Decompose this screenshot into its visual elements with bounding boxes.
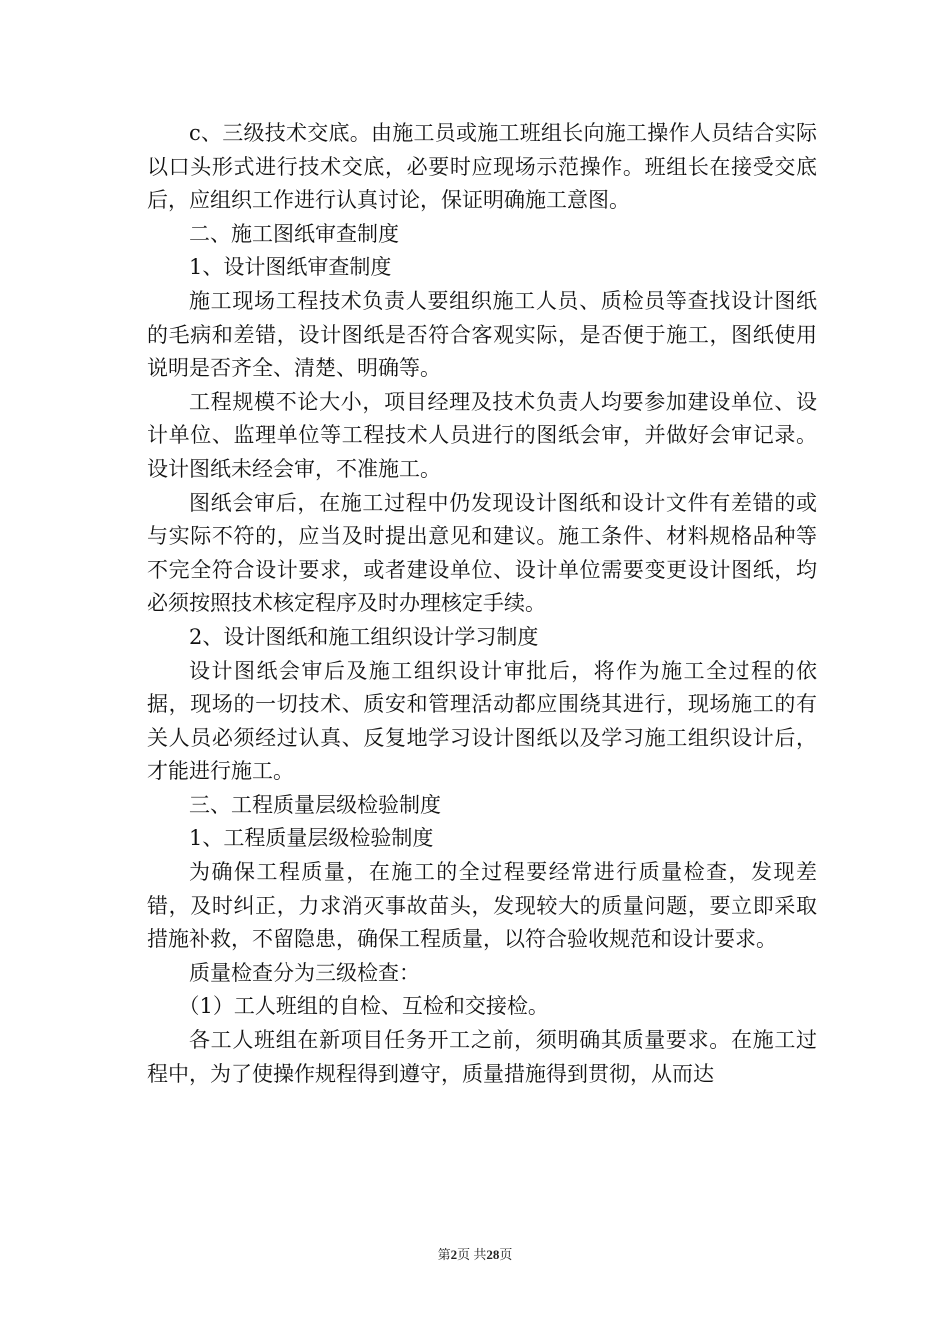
total-page-count: 28 [486, 1247, 500, 1262]
footer-middle: 页 共 [457, 1247, 487, 1262]
heading-drawing-review-system: 二、施工图纸审查制度 [189, 221, 399, 246]
list-item-team-self-check: （1）工人班组的自检、互检和交接检。 [178, 994, 549, 1019]
page-footer [0, 1244, 950, 1263]
footer-prefix: 第 [437, 1247, 451, 1262]
paragraph-tech-briefing-level-3: c、三级技术交底。由施工员或施工班组长向施工操作人员结合实际以口头形式进行技术交底，必要时应现场示范操作。班组长在接受交底后，应组织工作进行认真讨论，保证明确施工意图。 [147, 121, 817, 213]
subheading-quality-inspection: 1、工程质量层级检验制度 [189, 826, 434, 851]
subheading-drawing-study-system: 2、设计图纸和施工组织设计学习制度 [189, 624, 539, 649]
paragraph-joint-review: 工程规模不论大小，项目经理及技术负责人均要参加建设单位、设计单位、监理单位等工程技术人员进行的图纸会审，并做好会审记录。设计图纸未经会审，不准施工。 [147, 389, 817, 481]
document-body [147, 117, 817, 1091]
paragraph-review-responsibility: 施工现场工程技术负责人要组织施工人员、质检员等查找设计图纸的毛病和差错，设计图纸是否符合客观实际，是否便于施工，图纸使用说明是否齐全、清楚、明确等。 [147, 288, 817, 381]
heading-quality-inspection-system: 三、工程质量层级检验制度 [189, 792, 441, 817]
current-page-number: 2 [450, 1247, 458, 1262]
paragraph-drawing-study: 设计图纸会审后及施工组织设计审批后，将作为施工全过程的依据，现场的一切技术、质安和管理活动都应围绕其进行，现场施工的有关人员必须经过认真、反复地学习设计图纸以及学习施工组织设计后，才能进行施工。 [147, 658, 817, 784]
subheading-design-drawing-review: 1、设计图纸审查制度 [189, 255, 392, 280]
footer-suffix: 页 [499, 1247, 513, 1262]
paragraph-quality-assurance: 为确保工程质量，在施工的全过程要经常进行质量检查，发现差错，及时纠正，力求消灭事故苗头，发现较大的质量问题，要立即采取措施补救，不留隐患，确保工程质量，以符合验收规范和设计要求。 [147, 860, 817, 952]
paragraph-team-requirements: 各工人班组在新项目任务开工之前，须明确其质量要求。在施工过程中，为了使操作规程得到遵守，质量措施得到贯彻，从而达 [147, 1028, 817, 1086]
paragraph-post-review-changes: 图纸会审后，在施工过程中仍发现设计图纸和设计文件有差错的或与实际不符的，应当及时提出意见和建议。施工条件、材料规格品种等不完全符合设计要求，或者建设单位、设计单位需要变更设计图纸，均必须按照技术核定程序及时办理核定手续。 [147, 490, 817, 616]
paragraph-three-level-check: 质量检查分为三级检查： [189, 960, 420, 985]
